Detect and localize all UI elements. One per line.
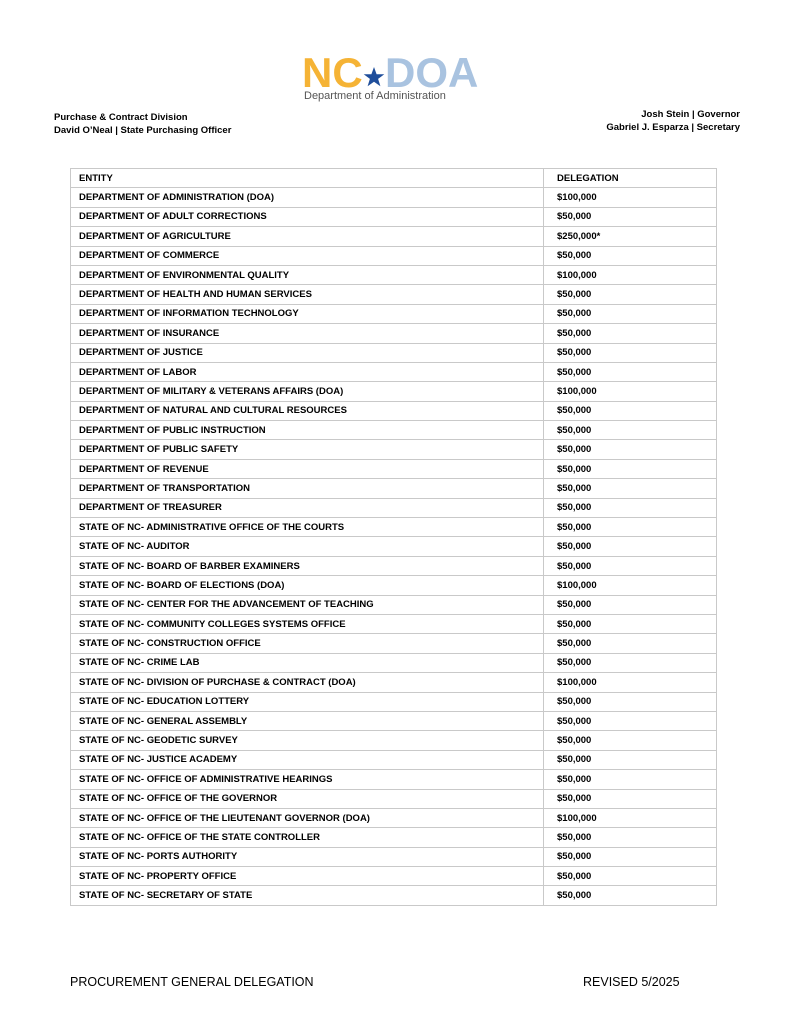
entity-cell: DEPARTMENT OF HEALTH AND HUMAN SERVICES bbox=[71, 285, 544, 304]
star-icon bbox=[364, 67, 385, 86]
nc-doa-logo bbox=[302, 50, 492, 102]
delegation-table-body bbox=[71, 188, 717, 905]
footer-revision: REVISED 5/2025 bbox=[583, 975, 680, 989]
entity-cell: DEPARTMENT OF MILITARY & VETERANS AFFAIRS (DOA) bbox=[71, 382, 544, 401]
logo-subtitle: Department of Administration bbox=[304, 90, 446, 102]
entity-cell: STATE OF NC- GEODETIC SURVEY bbox=[71, 731, 544, 750]
table-row bbox=[71, 770, 717, 789]
delegation-cell: $100,000 bbox=[544, 382, 717, 401]
delegation-cell: $50,000 bbox=[544, 498, 717, 517]
table-row bbox=[71, 789, 717, 808]
table-row bbox=[71, 401, 717, 420]
table-row bbox=[71, 634, 717, 653]
delegation-cell: $50,000 bbox=[544, 518, 717, 537]
table-row bbox=[71, 518, 717, 537]
entity-cell: DEPARTMENT OF INFORMATION TECHNOLOGY bbox=[71, 304, 544, 323]
table-row bbox=[71, 421, 717, 440]
entity-cell: STATE OF NC- OFFICE OF ADMINISTRATIVE HEARINGS bbox=[71, 770, 544, 789]
logo-nc-letters: NC bbox=[302, 50, 363, 96]
entity-cell: DEPARTMENT OF JUSTICE bbox=[71, 343, 544, 362]
delegation-cell: $50,000 bbox=[544, 770, 717, 789]
entity-cell: DEPARTMENT OF PUBLIC INSTRUCTION bbox=[71, 421, 544, 440]
entity-cell: DEPARTMENT OF REVENUE bbox=[71, 459, 544, 478]
table-row bbox=[71, 576, 717, 595]
delegation-cell: $50,000 bbox=[544, 285, 717, 304]
officials-header bbox=[606, 108, 740, 134]
entity-cell: STATE OF NC- BOARD OF BARBER EXAMINERS bbox=[71, 556, 544, 575]
column-header-entity: ENTITY bbox=[71, 169, 544, 188]
table-row bbox=[71, 614, 717, 633]
entity-cell: STATE OF NC- GENERAL ASSEMBLY bbox=[71, 711, 544, 730]
delegation-cell: $50,000 bbox=[544, 246, 717, 265]
delegation-cell: $100,000 bbox=[544, 188, 717, 207]
entity-cell: DEPARTMENT OF ENVIRONMENTAL QUALITY bbox=[71, 265, 544, 284]
delegation-cell: $50,000 bbox=[544, 440, 717, 459]
delegation-cell: $50,000 bbox=[544, 479, 717, 498]
purchasing-officer: David O’Neal | State Purchasing Officer bbox=[54, 125, 232, 136]
table-row bbox=[71, 828, 717, 847]
entity-cell: DEPARTMENT OF PUBLIC SAFETY bbox=[71, 440, 544, 459]
delegation-cell: $50,000 bbox=[544, 867, 717, 886]
table-row bbox=[71, 692, 717, 711]
governor-line: Josh Stein | Governor bbox=[641, 109, 740, 120]
entity-cell: DEPARTMENT OF ADULT CORRECTIONS bbox=[71, 207, 544, 226]
delegation-cell: $50,000 bbox=[544, 459, 717, 478]
table-row bbox=[71, 459, 717, 478]
table-row bbox=[71, 653, 717, 672]
entity-cell: STATE OF NC- AUDITOR bbox=[71, 537, 544, 556]
table-row bbox=[71, 673, 717, 692]
delegation-table bbox=[70, 168, 717, 906]
entity-cell: STATE OF NC- CRIME LAB bbox=[71, 653, 544, 672]
delegation-cell: $50,000 bbox=[544, 711, 717, 730]
table-row bbox=[71, 324, 717, 343]
entity-cell: DEPARTMENT OF TRANSPORTATION bbox=[71, 479, 544, 498]
table-row bbox=[71, 595, 717, 614]
entity-cell: DEPARTMENT OF COMMERCE bbox=[71, 246, 544, 265]
delegation-cell: $50,000 bbox=[544, 324, 717, 343]
table-row bbox=[71, 886, 717, 905]
delegation-cell: $50,000 bbox=[544, 886, 717, 905]
table-row bbox=[71, 362, 717, 381]
table-row bbox=[71, 498, 717, 517]
delegation-cell: $50,000 bbox=[544, 421, 717, 440]
table-row bbox=[71, 847, 717, 866]
table-row bbox=[71, 188, 717, 207]
entity-cell: DEPARTMENT OF NATURAL AND CULTURAL RESOURCES bbox=[71, 401, 544, 420]
delegation-cell: $50,000 bbox=[544, 207, 717, 226]
delegation-cell: $50,000 bbox=[544, 304, 717, 323]
entity-cell: STATE OF NC- BOARD OF ELECTIONS (DOA) bbox=[71, 576, 544, 595]
table-row bbox=[71, 227, 717, 246]
table-row bbox=[71, 808, 717, 827]
footer-title: PROCUREMENT GENERAL DELEGATION bbox=[70, 975, 314, 989]
entity-cell: STATE OF NC- PROPERTY OFFICE bbox=[71, 867, 544, 886]
delegation-cell: $100,000 bbox=[544, 265, 717, 284]
entity-cell: DEPARTMENT OF INSURANCE bbox=[71, 324, 544, 343]
table-row bbox=[71, 479, 717, 498]
table-row bbox=[71, 731, 717, 750]
secretary-line: Gabriel J. Esparza | Secretary bbox=[606, 122, 740, 133]
delegation-cell: $50,000 bbox=[544, 362, 717, 381]
delegation-cell: $50,000 bbox=[544, 401, 717, 420]
table-row bbox=[71, 207, 717, 226]
entity-cell: STATE OF NC- SECRETARY OF STATE bbox=[71, 886, 544, 905]
table-row bbox=[71, 304, 717, 323]
table-row bbox=[71, 556, 717, 575]
entity-cell: STATE OF NC- EDUCATION LOTTERY bbox=[71, 692, 544, 711]
delegation-cell: $50,000 bbox=[544, 537, 717, 556]
table-row bbox=[71, 750, 717, 769]
entity-cell: STATE OF NC- OFFICE OF THE LIEUTENANT GOVERNOR (DOA) bbox=[71, 808, 544, 827]
delegation-cell: $50,000 bbox=[544, 731, 717, 750]
entity-cell: STATE OF NC- ADMINISTRATIVE OFFICE OF THE COURTS bbox=[71, 518, 544, 537]
delegation-cell: $50,000 bbox=[544, 750, 717, 769]
delegation-cell: $50,000 bbox=[544, 847, 717, 866]
delegation-cell: $50,000 bbox=[544, 614, 717, 633]
entity-cell: STATE OF NC- OFFICE OF THE GOVERNOR bbox=[71, 789, 544, 808]
delegation-cell: $50,000 bbox=[544, 789, 717, 808]
entity-cell: STATE OF NC- PORTS AUTHORITY bbox=[71, 847, 544, 866]
delegation-cell: $250,000* bbox=[544, 227, 717, 246]
entity-cell: STATE OF NC- DIVISION OF PURCHASE & CONTRACT (DOA) bbox=[71, 673, 544, 692]
division-name: Purchase & Contract Division bbox=[54, 112, 188, 123]
division-header bbox=[54, 111, 231, 137]
delegation-cell: $100,000 bbox=[544, 808, 717, 827]
entity-cell: STATE OF NC- CONSTRUCTION OFFICE bbox=[71, 634, 544, 653]
nc-doa-logo-graphic bbox=[302, 50, 492, 102]
table-row bbox=[71, 440, 717, 459]
table-row bbox=[71, 343, 717, 362]
table-row bbox=[71, 265, 717, 284]
delegation-cell: $50,000 bbox=[544, 343, 717, 362]
delegation-cell: $100,000 bbox=[544, 576, 717, 595]
entity-cell: DEPARTMENT OF LABOR bbox=[71, 362, 544, 381]
entity-cell: DEPARTMENT OF ADMINISTRATION (DOA) bbox=[71, 188, 544, 207]
table-row bbox=[71, 867, 717, 886]
delegation-cell: $50,000 bbox=[544, 595, 717, 614]
delegation-cell: $50,000 bbox=[544, 692, 717, 711]
entity-cell: DEPARTMENT OF AGRICULTURE bbox=[71, 227, 544, 246]
entity-cell: STATE OF NC- JUSTICE ACADEMY bbox=[71, 750, 544, 769]
logo-doa-letters: DOA bbox=[385, 50, 479, 96]
delegation-cell: $50,000 bbox=[544, 828, 717, 847]
table-row bbox=[71, 537, 717, 556]
entity-cell: STATE OF NC- COMMUNITY COLLEGES SYSTEMS OFFICE bbox=[71, 614, 544, 633]
table-row bbox=[71, 382, 717, 401]
column-header-delegation: DELEGATION bbox=[544, 169, 717, 188]
delegation-cell: $50,000 bbox=[544, 556, 717, 575]
delegation-cell: $100,000 bbox=[544, 673, 717, 692]
table-row bbox=[71, 246, 717, 265]
delegation-cell: $50,000 bbox=[544, 634, 717, 653]
entity-cell: DEPARTMENT OF TREASURER bbox=[71, 498, 544, 517]
entity-cell: STATE OF NC- OFFICE OF THE STATE CONTROLLER bbox=[71, 828, 544, 847]
table-header-row bbox=[71, 169, 717, 188]
table-row bbox=[71, 711, 717, 730]
entity-cell: STATE OF NC- CENTER FOR THE ADVANCEMENT OF TEACHING bbox=[71, 595, 544, 614]
delegation-cell: $50,000 bbox=[544, 653, 717, 672]
table-row bbox=[71, 285, 717, 304]
